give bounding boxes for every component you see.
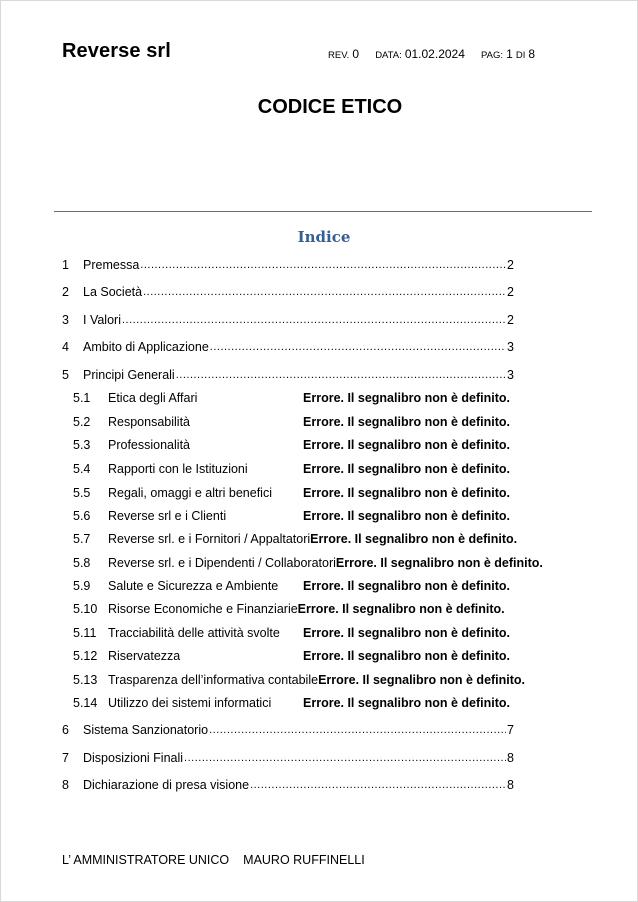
toc-leader-dots [122,312,506,328]
toc-entry-number: 8 [62,778,69,792]
toc-entry-title: Disposizioni Finali [83,751,184,765]
toc-subentry[interactable] [73,508,510,524]
toc-entry-title: Dichiarazione di presa visione [83,778,250,792]
toc-leader-dots [140,257,506,273]
toc-subentry[interactable] [73,414,510,430]
toc-subentry[interactable] [73,485,510,501]
toc-entry-page: 3 [507,340,514,354]
toc-entry[interactable] [62,750,514,766]
rev-value: 0 [352,47,360,61]
toc-entry-number: 7 [62,751,69,765]
toc-bookmark-error: Errore. Il segnalibro non è definito. [303,626,510,640]
toc-entry-page: 8 [507,751,514,765]
toc-entry-page: 7 [507,723,514,737]
toc-bookmark-error: Errore. Il segnalibro non è definito. [303,509,510,523]
toc-bookmark-error: Errore. Il segnalibro non è definito. [297,602,505,616]
toc-entry-page: 8 [507,778,514,792]
toc-leader-dots [250,777,506,793]
toc-bookmark-error: Errore. Il segnalibro non è definito. [303,438,510,452]
toc-subentry[interactable] [73,390,510,406]
toc-subentry[interactable] [73,648,510,664]
toc-entry-number: 1 [62,258,69,272]
toc-subentry-title: Etica degli Affari [108,391,198,405]
toc-subentry[interactable] [73,672,525,688]
toc-entry-number: 4 [62,340,69,354]
toc-bookmark-error: Errore. Il segnalibro non è definito. [303,462,510,476]
toc-subentry-title: Trasparenza dell’informativa contabile [108,673,319,687]
page-label: PAG: [481,50,504,61]
toc-subentry-number: 5.10 [73,602,98,616]
toc-entry[interactable] [62,367,514,383]
toc-subentry-number: 5.2 [73,415,91,429]
of-label: DI [515,50,526,61]
toc-subentry-number: 5.1 [73,391,91,405]
toc-entry-title: Principi Generali [83,368,175,382]
toc-bookmark-error: Errore. Il segnalibro non è definito. [310,532,518,546]
toc-subentry-number: 5.12 [73,649,98,663]
toc-subentry[interactable] [73,531,517,547]
toc-subentry[interactable] [73,625,510,641]
toc-subentry-number: 5.6 [73,509,91,523]
toc-bookmark-error: Errore. Il segnalibro non è definito. [335,556,543,570]
document-meta [328,47,535,61]
toc-subentry-title: Reverse srl. e i Dipendenti / Collaboratori [108,556,336,570]
toc-entry-page: 2 [507,285,514,299]
rev-label: REV. [328,50,350,61]
toc-subentry-number: 5.3 [73,438,91,452]
toc-entry[interactable] [62,339,514,355]
toc-entry-title: I Valori [83,313,121,327]
toc-heading: Indice [297,228,351,246]
toc-leader-dots [209,722,506,738]
toc-bookmark-error: Errore. Il segnalibro non è definito. [303,486,510,500]
toc-entry-title: Premessa [83,258,140,272]
toc-subentry[interactable] [73,578,510,594]
toc-subentry-title: Professionalità [108,438,190,452]
toc-bookmark-error: Errore. Il segnalibro non è definito. [318,673,526,687]
toc-leader-dots [176,367,506,383]
document-title: CODICE ETICO [257,96,403,118]
toc-subentry-title: Reverse srl e i Clienti [108,509,227,523]
toc-subentry-title: Responsabilità [108,415,190,429]
toc-leader-dots [210,339,506,355]
toc-entry[interactable] [62,312,514,328]
toc-subentry-number: 5.7 [73,532,91,546]
toc-subentry-number: 5.4 [73,462,91,476]
toc-entry-title: La Società [83,285,143,299]
company-name: Reverse srl [62,40,171,62]
toc-bookmark-error: Errore. Il segnalibro non è definito. [303,696,510,710]
toc-subentry-title: Salute e Sicurezza e Ambiente [108,579,279,593]
toc-entry[interactable] [62,777,514,793]
toc-bookmark-error: Errore. Il segnalibro non è definito. [303,391,510,405]
toc-entry-page: 3 [507,368,514,382]
toc-subentry-number: 5.14 [73,696,98,710]
toc-entry-page: 2 [507,313,514,327]
toc-subentry[interactable] [73,555,543,571]
toc-entry-number: 2 [62,285,69,299]
toc-entry-title: Ambito di Applicazione [83,340,209,354]
toc-subentry-title: Risorse Economiche e Finanziarie [108,602,298,616]
toc-leader-dots [184,750,506,766]
toc-subentry-title: Regali, omaggi e altri benefici [108,486,272,500]
toc-bookmark-error: Errore. Il segnalibro non è definito. [303,415,510,429]
toc-entry-number: 3 [62,313,69,327]
toc-subentry-number: 5.9 [73,579,91,593]
toc-bookmark-error: Errore. Il segnalibro non è definito. [303,649,510,663]
toc-entry[interactable] [62,722,514,738]
header-divider [54,211,592,212]
toc-entry-number: 6 [62,723,69,737]
toc-subentry-number: 5.5 [73,486,91,500]
signature-footer [62,853,365,867]
toc-subentry-title: Rapporti con le Istituzioni [108,462,248,476]
toc-subentry-number: 5.8 [73,556,91,570]
toc-subentry-title: Reverse srl. e i Fornitori / Appaltatori [108,532,311,546]
page-value: 1 [506,47,513,61]
date-value: 01.02.2024 [404,47,465,61]
toc-subentry-number: 5.13 [73,673,98,687]
toc-subentry-title: Utilizzo dei sistemi informatici [108,696,272,710]
toc-leader-dots [143,284,506,300]
toc-entry[interactable] [62,257,514,273]
signatory-role: L’ AMMINISTRATORE UNICO [62,853,230,867]
toc-subentry-title: Tracciabilità delle attività svolte [108,626,280,640]
toc-subentry[interactable] [73,437,510,453]
toc-entry-page: 2 [507,258,514,272]
toc-subentry[interactable] [73,601,505,617]
date-label: DATA: [375,50,402,61]
toc-subentry[interactable] [73,461,510,477]
total-pages: 8 [528,47,536,61]
signatory-name: MAURO RUFFINELLI [243,853,365,867]
toc-bookmark-error: Errore. Il segnalibro non è definito. [303,579,510,593]
toc-subentry-number: 5.11 [73,626,97,640]
toc-entry-number: 5 [62,368,69,382]
toc-entry[interactable] [62,284,514,300]
toc-subentry[interactable] [73,695,510,711]
toc-subentry-title: Riservatezza [108,649,181,663]
toc-entry-title: Sistema Sanzionatorio [83,723,209,737]
